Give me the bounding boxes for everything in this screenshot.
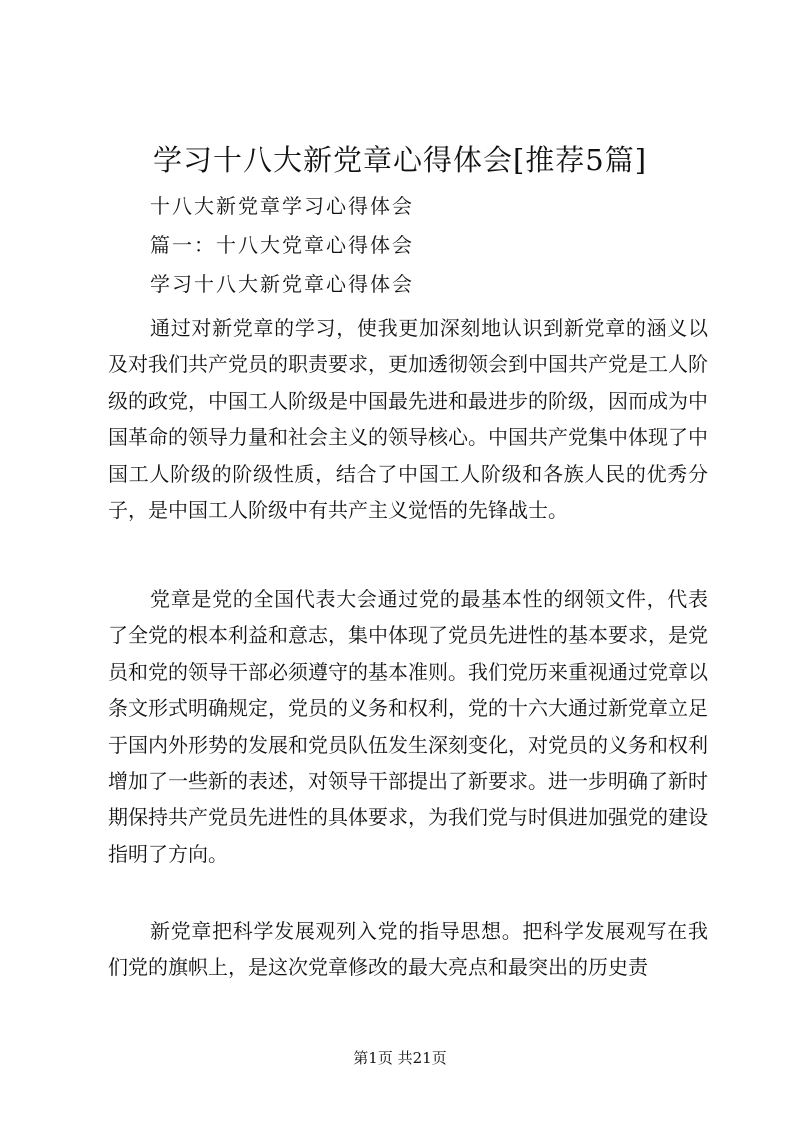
body-paragraph-1: 通过对新党章的学习，使我更加深刻地认识到新党章的涵义以及对我们共产党员的职责要求，更加透彻领会到中国共产党是工人阶级的政党，中国工人阶级是中国最先进和最进步的阶级，因而成为中国革命的领导力量和社会主义的领导核心。中国共产党集中体现了中国工人阶级的阶级性质，结合了中国工人阶级和各族人民的优秀分子，是中国工人阶级中有共产主义觉悟的先锋战士。	[108, 316, 708, 523]
body-paragraph-3: 新党章把科学发展观列入党的指导思想。把科学发展观写在我们党的旗帜上，是这次党章修改的最大亮点和最突出的历史责	[108, 919, 708, 980]
document-title: 学习十八大新党章心得体会[推荐5篇]	[152, 143, 648, 177]
page-number-footer: 第1页 共21页	[353, 1049, 447, 1067]
subheading-2: 篇一：十八大党章心得体会	[150, 233, 414, 257]
subheading-1: 十八大新党章学习心得体会	[150, 194, 414, 218]
subheading-3: 学习十八大新党章心得体会	[150, 272, 414, 296]
body-paragraph-2: 党章是党的全国代表大会通过党的最基本性的纲领文件，代表了全党的根本利益和意志，集中体现了党员先进性的基本要求，是党员和党的领导干部必须遵守的基本准则。我们党历来重视通过党章以条文形式明确规定，党员的义务和权利，党的十六大通过新党章立足于国内外形势的发展和党员队伍发生深刻变化，对党员的义务和权利增加了一些新的表述，对领导干部提出了新要求。进一步明确了新时期保持共产党员先进性的具体要求，为我们党与时俱进加强党的建设指明了方向。	[108, 587, 708, 866]
